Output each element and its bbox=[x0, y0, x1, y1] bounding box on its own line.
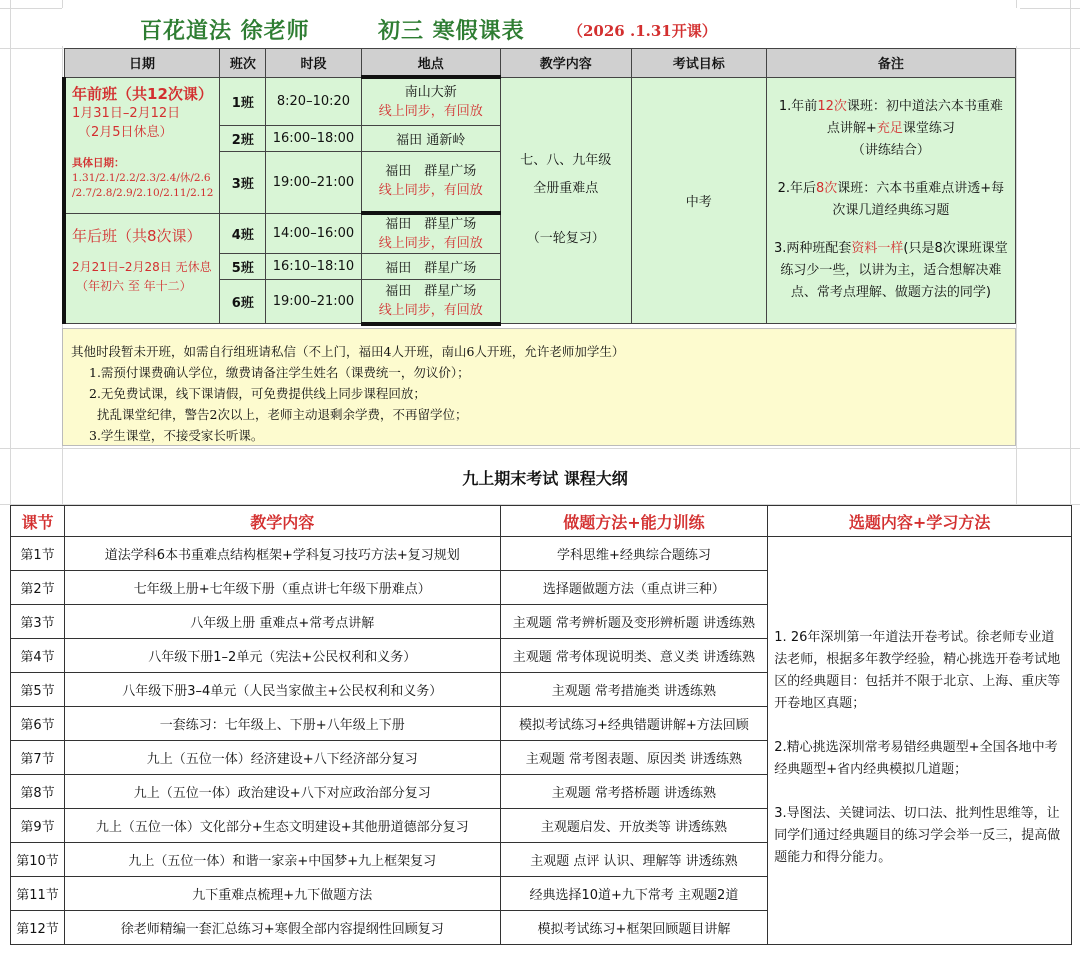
method-cell: 主观题 常考体现说明类、意义类 讲透练熟 bbox=[500, 639, 768, 673]
content-cell: 九上（五位一体）文化部分+生态文明建设+其他册道德部分复习 bbox=[64, 809, 500, 843]
method-cell: 主观题启发、开放类等 讲透练熟 bbox=[500, 809, 768, 843]
lesson-cell: 第6节 bbox=[11, 707, 65, 741]
lesson-cell: 第4节 bbox=[11, 639, 65, 673]
grid-line bbox=[1070, 0, 1071, 505]
content-cell: 道法学科6本书重难点结构框架+学科复习技巧方法+复习规划 bbox=[64, 537, 500, 571]
grid-line bbox=[10, 0, 11, 505]
target-cell: 中考 bbox=[631, 77, 766, 324]
selection-3: 3.导图法、关键词法、切口法、批判性思维等，让同学们通过经典题目的练习学会举一反三，提高做题能力和得分能力。 bbox=[774, 806, 1061, 865]
lesson-cell: 第12节 bbox=[11, 911, 65, 945]
outline-header-row bbox=[11, 506, 1072, 537]
note-line: 3.学生课堂，不接受家长听课。 bbox=[89, 428, 264, 443]
method-cell: 选择题做题方法（重点讲三种） bbox=[500, 571, 768, 605]
lesson-cell: 第10节 bbox=[11, 843, 65, 877]
content-cell: 八年级下册1–2单元（宪法+公民权利和义务） bbox=[64, 639, 500, 673]
pre-class-cell bbox=[64, 77, 220, 213]
content-cell: 九上（五位一体）经济建设+八下经济部分复习 bbox=[64, 741, 500, 775]
time-5: 16:10–18:10 bbox=[266, 254, 362, 280]
lesson-cell: 第11节 bbox=[11, 877, 65, 911]
time-2: 16:00–18:00 bbox=[266, 125, 362, 151]
method-cell: 主观题 常考搭桥题 讲透练熟 bbox=[500, 775, 768, 809]
selection-cell bbox=[768, 537, 1072, 945]
post-class-title: 年后班（共8次课） bbox=[72, 226, 202, 245]
schedule-table bbox=[62, 48, 1016, 326]
lesson-cell: 第3节 bbox=[11, 605, 65, 639]
post-class-note: （年初六 至 年十二） bbox=[76, 278, 192, 293]
col-date: 日期 bbox=[64, 49, 220, 78]
method-cell: 经典选择10道+九下常考 主观题2道 bbox=[500, 877, 768, 911]
grid-line bbox=[0, 448, 1080, 449]
content-cell bbox=[500, 77, 631, 324]
dates-line-1: 1.31/2.1/2.2/2.3/2.4/休/2.6 bbox=[72, 171, 211, 184]
content-cell: 七年级上册+七年级下册（重点讲七年级下册难点） bbox=[64, 571, 500, 605]
method-cell: 主观题 常考辨析题及变形辨析题 讲透练熟 bbox=[500, 605, 768, 639]
col-class: 班次 bbox=[220, 49, 266, 78]
method-cell: 主观题 常考图表题、原因类 讲透练熟 bbox=[500, 741, 768, 775]
content-cell: 徐老师精编一套汇总练习+寒假全部内容提纲性回顾复习 bbox=[64, 911, 500, 945]
place-3 bbox=[361, 151, 500, 213]
content-cell: 一套练习：七年级上、下册+八年级上下册 bbox=[64, 707, 500, 741]
lesson-cell: 第9节 bbox=[11, 809, 65, 843]
method-cell: 模拟考试练习+经典错题讲解+方法回顾 bbox=[500, 707, 768, 741]
dates-line-2: /2.7/2.8/2.9/2.10/2.11/2.12 bbox=[72, 186, 214, 199]
time-4: 14:00–16:00 bbox=[266, 213, 362, 254]
method-cell: 模拟考试练习+框架回顾题目讲解 bbox=[500, 911, 768, 945]
pre-class-rest: （2月5日休息） bbox=[78, 124, 173, 140]
lesson-cell: 第2节 bbox=[11, 571, 65, 605]
lesson-cell: 第5节 bbox=[11, 673, 65, 707]
col-method: 做题方法+能力训练 bbox=[500, 506, 768, 537]
start-date-note: （2026 .1.31开课） bbox=[568, 22, 717, 40]
grid-line bbox=[1016, 0, 1017, 505]
online-note: 线上同步，有回放 bbox=[378, 236, 483, 251]
col-teaching-content: 教学内容 bbox=[64, 506, 500, 537]
place-name: 福田 群星广场 bbox=[385, 283, 477, 299]
content-cell: 九上（五位一体）和谐一家亲+中国梦+九上框架复习 bbox=[64, 843, 500, 877]
lesson-cell: 第1节 bbox=[11, 537, 65, 571]
teacher-title: 百花道法 徐老师 bbox=[140, 18, 310, 44]
class-1: 1班 bbox=[220, 77, 266, 125]
online-note: 线上同步，有回放 bbox=[378, 183, 483, 199]
col-time: 时段 bbox=[266, 49, 362, 78]
place-1 bbox=[361, 77, 500, 125]
place-4 bbox=[361, 213, 500, 254]
post-class-range: 2月21日–2月28日 无休息 bbox=[72, 259, 212, 274]
place-name: 福田 群星广场 bbox=[385, 217, 477, 232]
time-6: 19:00–21:00 bbox=[266, 280, 362, 324]
table-row bbox=[11, 537, 1072, 571]
dates-label: 具体日期： bbox=[72, 156, 125, 169]
remark-2: 2.年后8次课班：六本书重难点讲透+每次课几道经典练习题 bbox=[777, 181, 1005, 219]
schedule-row bbox=[64, 77, 1016, 125]
online-note: 线上同步，有回放 bbox=[378, 103, 483, 119]
class-4: 4班 bbox=[220, 213, 266, 254]
selection-2: 2.精心挑选深圳常考易错经典题型+全国各地中考经典题型+省内经典模拟几道题； bbox=[774, 740, 1058, 777]
col-lesson: 课节 bbox=[11, 506, 65, 537]
col-place: 地点 bbox=[361, 49, 500, 78]
col-target: 考试目标 bbox=[631, 49, 766, 78]
content-cell: 八年级下册3–4单元（人民当家做主+公民权利和义务） bbox=[64, 673, 500, 707]
place-5: 福田 群星广场 bbox=[361, 254, 500, 280]
content-line-3: （一轮复习） bbox=[526, 231, 605, 247]
remark-cell bbox=[766, 77, 1015, 324]
class-3: 3班 bbox=[220, 151, 266, 213]
note-line: 扰乱课堂纪律，警告2次以上，老师主动退剩余学费，不再留学位； bbox=[97, 407, 468, 422]
method-cell: 主观题 点评 认识、理解等 讲透练熟 bbox=[500, 843, 768, 877]
schedule-header-row bbox=[64, 49, 1016, 78]
course-title: 初三 寒假课表 bbox=[378, 18, 525, 44]
content-cell: 九下重难点梳理+九下做题方法 bbox=[64, 877, 500, 911]
content-line-2: 全册重难点 bbox=[533, 181, 599, 197]
remark-3: 3.两种班配套资料一样(只是8次课班课堂练习少一些，以讲为主，适合想解决难点、常考点理解、做题方法的同学) bbox=[774, 241, 1008, 301]
lesson-cell: 第8节 bbox=[11, 775, 65, 809]
place-2: 福田 通新岭 bbox=[361, 125, 500, 151]
class-5: 5班 bbox=[220, 254, 266, 280]
col-content: 教学内容 bbox=[500, 49, 631, 78]
content-line-1: 七、八、九年级 bbox=[520, 153, 612, 169]
remark-1: 1.年前12次课班：初中道法六本书重难点讲解+充足课堂练习 bbox=[778, 99, 1003, 137]
content-cell: 八年级上册 重难点+常考点讲解 bbox=[64, 605, 500, 639]
method-cell: 主观题 常考措施类 讲透练熟 bbox=[500, 673, 768, 707]
class-6: 6班 bbox=[220, 280, 266, 324]
notes-panel bbox=[62, 328, 1016, 446]
online-note: 线上同步，有回放 bbox=[378, 302, 483, 318]
note-line: 其他时段暂未开班，如需自行组班请私信（不上门，福田4人开班，南山6人开班，允许老师加学生） bbox=[71, 344, 625, 359]
time-1: 8:20–10:20 bbox=[266, 77, 362, 125]
lesson-cell: 第7节 bbox=[11, 741, 65, 775]
col-remark: 备注 bbox=[766, 49, 1015, 78]
content-cell: 九上（五位一体）政治建设+八下对应政治部分复习 bbox=[64, 775, 500, 809]
remark-1-tail: （讲练结合） bbox=[851, 143, 930, 159]
method-cell: 学科思维+经典综合题练习 bbox=[500, 537, 768, 571]
place-name: 南山大新 bbox=[404, 84, 457, 100]
time-3: 19:00–21:00 bbox=[266, 151, 362, 213]
note-line: 2.无免费试课，线下课请假，可免费提供线上同步课程回放； bbox=[89, 386, 426, 401]
selection-1: 1. 26年深圳第一年道法开卷考试。徐老师专业道法老师，根据多年教学经验，精心挑选开卷考试地区的经典题目：包括并不限于北京、上海、重庆等开卷地区真题； bbox=[774, 630, 1061, 711]
page-title bbox=[62, 8, 1020, 46]
outline-title: 九上期末考试 课程大纲 bbox=[462, 469, 628, 488]
pre-class-title: 年前班（共12次课） bbox=[72, 84, 213, 103]
col-selection: 选题内容+学习方法 bbox=[768, 506, 1072, 537]
place-6 bbox=[361, 280, 500, 324]
class-2: 2班 bbox=[220, 125, 266, 151]
pre-class-range: 1月31日–2月12日 bbox=[72, 105, 181, 121]
outline-table bbox=[10, 505, 1072, 945]
post-class-cell bbox=[64, 213, 220, 324]
place-name: 福田 群星广场 bbox=[385, 164, 477, 180]
note-line: 1.需预付课费确认学位，缴费请备注学生姓名（课费统一，勿议价）； bbox=[89, 365, 470, 380]
